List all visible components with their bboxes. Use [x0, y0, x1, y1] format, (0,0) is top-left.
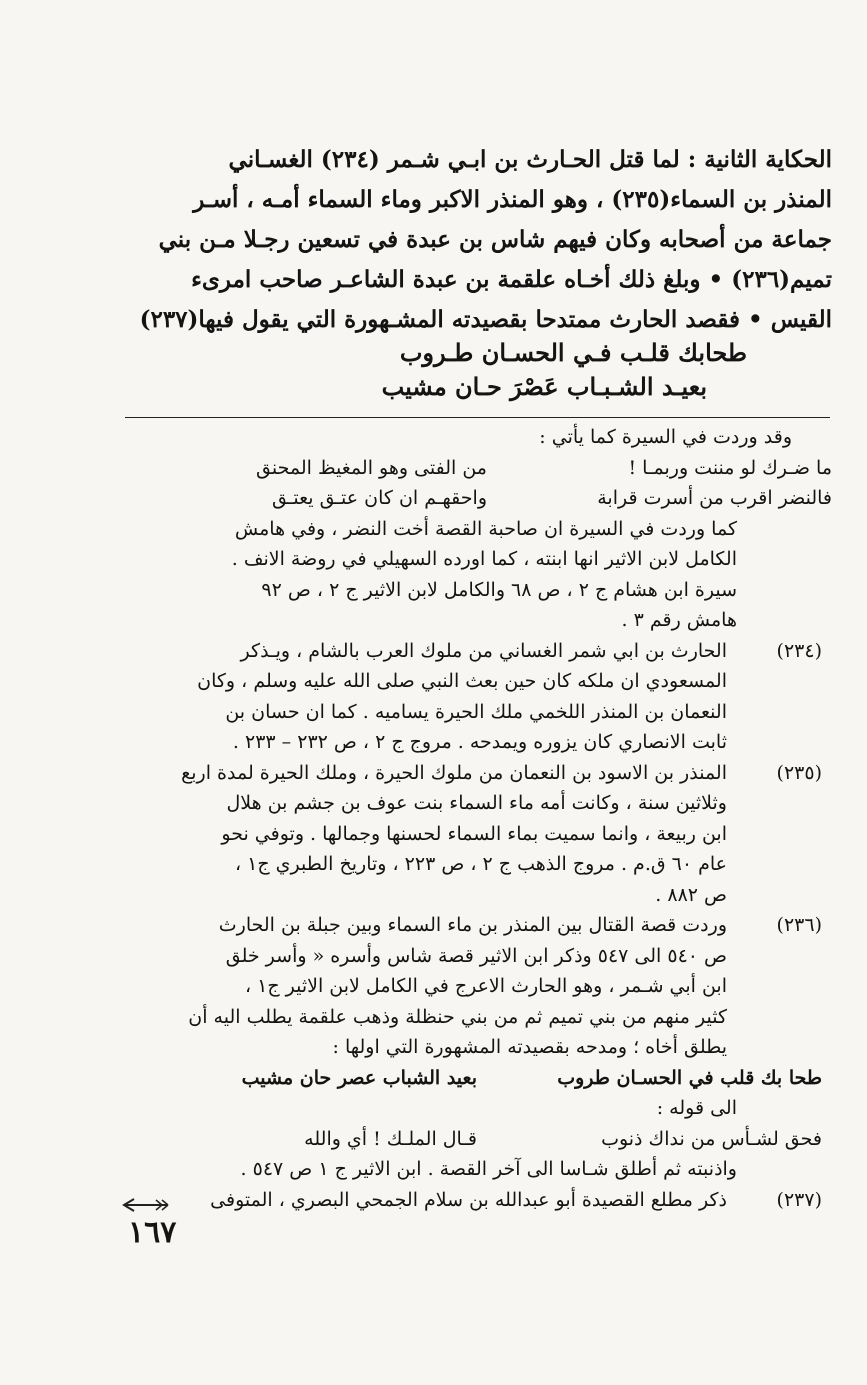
continuation-arrow-icon: [120, 1198, 170, 1212]
footnote-line: الحارث بن ابي شمر الغساني من ملوك العرب بالشام ، ويـذكر: [240, 639, 727, 662]
footnote-number: (٢٣٧): [776, 1188, 822, 1211]
footnote-poem-line: [32, 453, 832, 484]
footnote-234: [32, 636, 832, 758]
hemistich: فحق لشـأس من نداك ذنوب: [601, 1127, 822, 1150]
main-line: المنذر بن السماء(٢٣٥) ، وهو المنذر الاكبر وماء السماء أمـه ، أسـر: [193, 186, 832, 213]
footnote-line: المنذر بن الاسود بن النعمان من ملوك الحيرة ، وملك الحيرة لمدة اربع: [181, 761, 727, 784]
footnote-number: (٢٣٦): [776, 914, 822, 936]
main-text: [32, 140, 832, 340]
hemistich: ما ضـرك لو مننت وربمـا !: [628, 456, 832, 479]
footnote-poem-line: [32, 1063, 822, 1094]
footnote-line: النعمان بن المنذر اللخمي ملك الحيرة يساميه . كما ان حسان بن: [225, 700, 727, 723]
main-line: تميم(٢٣٦) • وبلغ ذلك أخـاه علقمة بن عبدة الشاعـر صاحب امرىء: [191, 266, 832, 293]
footnote-line: يطلق أخاه ؛ ومدحه بقصيدته المشهورة التي اولها :: [332, 1036, 727, 1058]
footnote-text: [32, 758, 762, 911]
footnote-number: (٢٣٤): [776, 639, 822, 662]
footnote-236: [32, 910, 832, 1063]
footnote-continuation-line: كما وردت في السيرة ان صاحبة القصة أخت النضر ، وفي هامش: [234, 517, 737, 540]
verse-line-2: بعيـد الشـبـاب عَصْرَ حـان مشيب: [381, 372, 707, 401]
footnote-number: (٢٣٥): [776, 761, 822, 784]
hemistich: طحا بك قلب في الحسـان طروب: [557, 1066, 822, 1089]
hemistich: قـال الملـك ! أي والله: [304, 1127, 477, 1150]
hemistich: واحقهـم ان كان عتـق يعتـق: [271, 487, 487, 509]
hemistich: فالنضر اقرب من أسرت قرابة: [597, 487, 832, 509]
verse-line-1: طحابك قلـب فـي الحسـان طـروب: [399, 338, 747, 367]
footnote-line: الى قوله :: [656, 1097, 737, 1119]
footnote-text: [32, 910, 762, 1063]
footnote-continuation-line: سيرة ابن هشام ج ٢ ، ص ٦٨ والكامل لابن الاثير ج ٢ ، ص ٩٢: [261, 578, 737, 601]
footnote-poem-line: [32, 483, 832, 514]
footnote-line: ص ٥٤٠ الى ٥٤٧ وذكر ابن الاثير قصة شاس وأسره « وأسر خلق: [225, 944, 727, 967]
footnote-line: كثير منهم من بني تميم ثم من بني حنظلة وذهب علقمة يطلب اليه أن: [188, 1005, 727, 1028]
footnote-line: وثلاثين سنة ، وكانت أمه ماء السماء بنت عوف بن جشم بن هلال: [226, 792, 727, 814]
footnote-text: [32, 636, 762, 758]
footnote-line: ذكر مطلع القصيدة أبو عبدالله بن سلام الجمحي البصري ، المتوفى: [210, 1188, 727, 1211]
hemistich: من الفتى وهو المغيظ المحنق: [256, 456, 487, 479]
hemistich: بعيد الشباب عصر حان مشيب: [241, 1066, 477, 1089]
footnote-235: [32, 758, 832, 911]
footnote-line: ص ٨٨٢ .: [655, 883, 727, 906]
footnote-intro: وقد وردت في السيرة كما يأتي :: [539, 426, 792, 448]
footnote-divider: [125, 417, 830, 418]
footnote-poem-line: [32, 1124, 822, 1155]
footnote-line: المسعودي ان ملكه كان حين بعث النبي صلى الله عليه وسلم ، وكان: [197, 670, 727, 692]
footnote-continuation-line: الكامل لابن الاثير انها ابنته ، كما اورده السهيلي في روضة الانف .: [231, 548, 737, 570]
main-line: القيس • فقصد الحارث ممتدحا بقصيدته المشـهورة التي يقول فيها(٢٣٧): [139, 306, 832, 333]
footnote-line: وردت قصة القتال بين المنذر بن ماء السماء وبين جبلة بن الحارث: [218, 914, 727, 936]
footnote-line: ثابت الانصاري كان يزوره ويمدحه . مروج ج ٢ ، ص ٢٣٢ – ٢٣٣ .: [232, 731, 727, 753]
page-number: ١٦٧: [128, 1215, 177, 1250]
footnote-line: واذنبته ثم أطلق شـاسا الى آخر القصة . ابن الاثير ج ١ ص ٥٤٧ .: [240, 1158, 737, 1180]
footnote-continuation-line: هامش رقم ٣ .: [621, 609, 737, 631]
footnote-line: ابن أبي شـمر ، وهو الحارث الاعرج في الكامل لابن الاثير ج١ ،: [244, 975, 727, 997]
footnote-line: عام ٦٠ ق.م . مروج الذهب ج ٢ ، ص ٢٢٣ ، وتاريخ الطبري ج١ ،: [234, 853, 727, 875]
footnotes: [32, 422, 832, 1215]
main-line: الحكاية الثانية : لما قتل الحـارث بن ابـي شـمر (٢٣٤) الغسـاني: [228, 146, 832, 173]
main-line: جماعة من أصحابه وكان فيهم شاس بن عبدة في تسعين رجـلا مـن بني: [158, 226, 832, 253]
footnote-line: ابن ربيعة ، وانما سميت بماء السماء لحسنها وجمالها . وتوفي نحو: [221, 822, 727, 845]
